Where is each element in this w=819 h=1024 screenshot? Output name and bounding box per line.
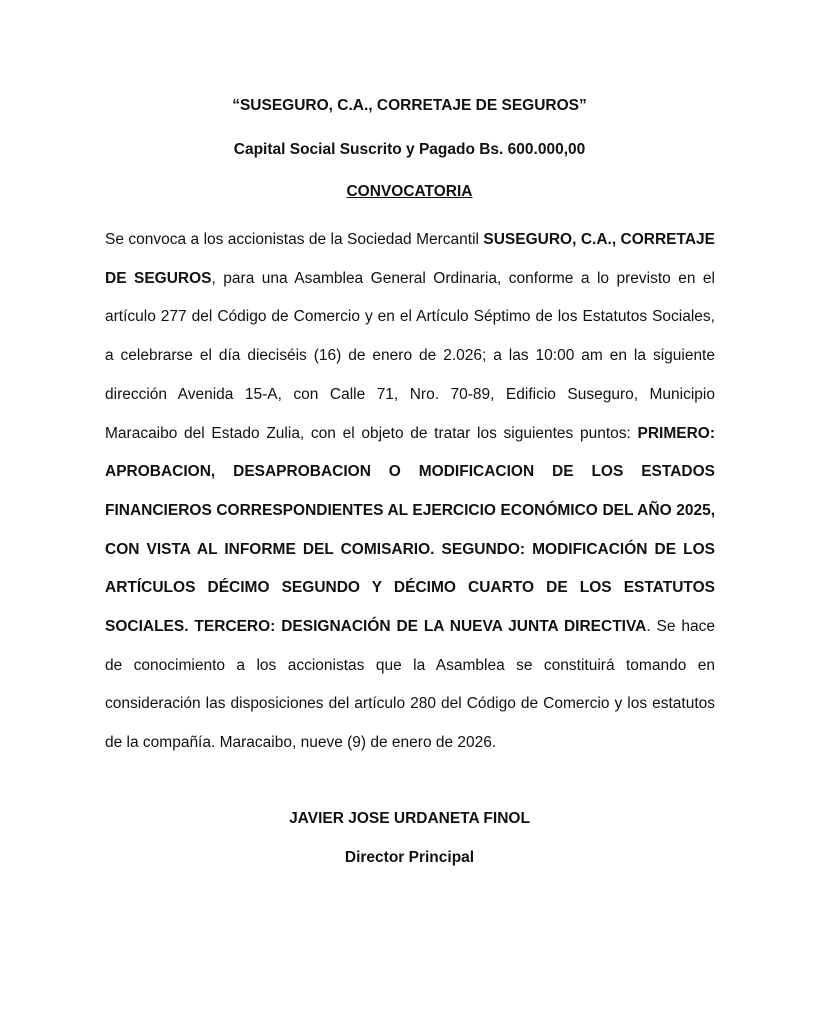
body-text-intro: Se convoca a los accionistas de la Sociedad Mercantil [105, 231, 484, 248]
body-company-name: SUSEGURO, C.A., CORRETAJE DE SEGUROS [105, 231, 715, 287]
signer-title: Director Principal [344, 849, 475, 866]
body-text-closing: . Se hace de conocimiento a los accionistas que la Asamblea se constituirá tomando en consideración las disposiciones del artículo 280 del Código de Comercio y los estatutos de la compañía. Maracaibo, nueve (9) de enero de 2026. [105, 618, 715, 752]
company-title: “SUSEGURO, C.A., CORRETAJE DE SEGUROS” [232, 97, 587, 114]
body-text-details: , para una Asamblea General Ordinaria, conforme a lo previsto en el artículo 277 del Código de Comercio y en el Artículo Séptimo de los Estatutos Sociales, a celebrarse el día dieciséis (16) de enero de 2.026; a las 10:00 am en la siguiente dirección Avenida 15-A, con Calle 71, Nro. 70-89, Edificio Suseguro, Municipio Maracaibo del Estado Zulia, con el objeto de tratar los siguientes puntos: [105, 269, 715, 442]
body-paragraph [105, 221, 715, 763]
agenda-points: PRIMERO: APROBACION, DESAPROBACION O MODIFICACION DE LOS ESTADOS FINANCIEROS CORRESPONDIENTES AL EJERCICIO ECONÓMICO DEL AÑO 2025, CON VISTA AL INFORME DEL COMISARIO. SEGUNDO: MODIFICACIÓN DE LOS ARTÍCULOS DÉCIMO SEGUNDO Y DÉCIMO CUARTO DE LOS ESTATUTOS SOCIALES. TERCERO: DESIGNACIÓN DE LA NUEVA JUNTA DIRECTIVA [105, 424, 715, 636]
signer-name: JAVIER JOSE URDANETA FINOL [289, 810, 530, 827]
capital-statement: Capital Social Suscrito y Pagado Bs. 600.000,00 [233, 141, 586, 158]
document-heading: CONVOCATORIA [346, 183, 473, 200]
